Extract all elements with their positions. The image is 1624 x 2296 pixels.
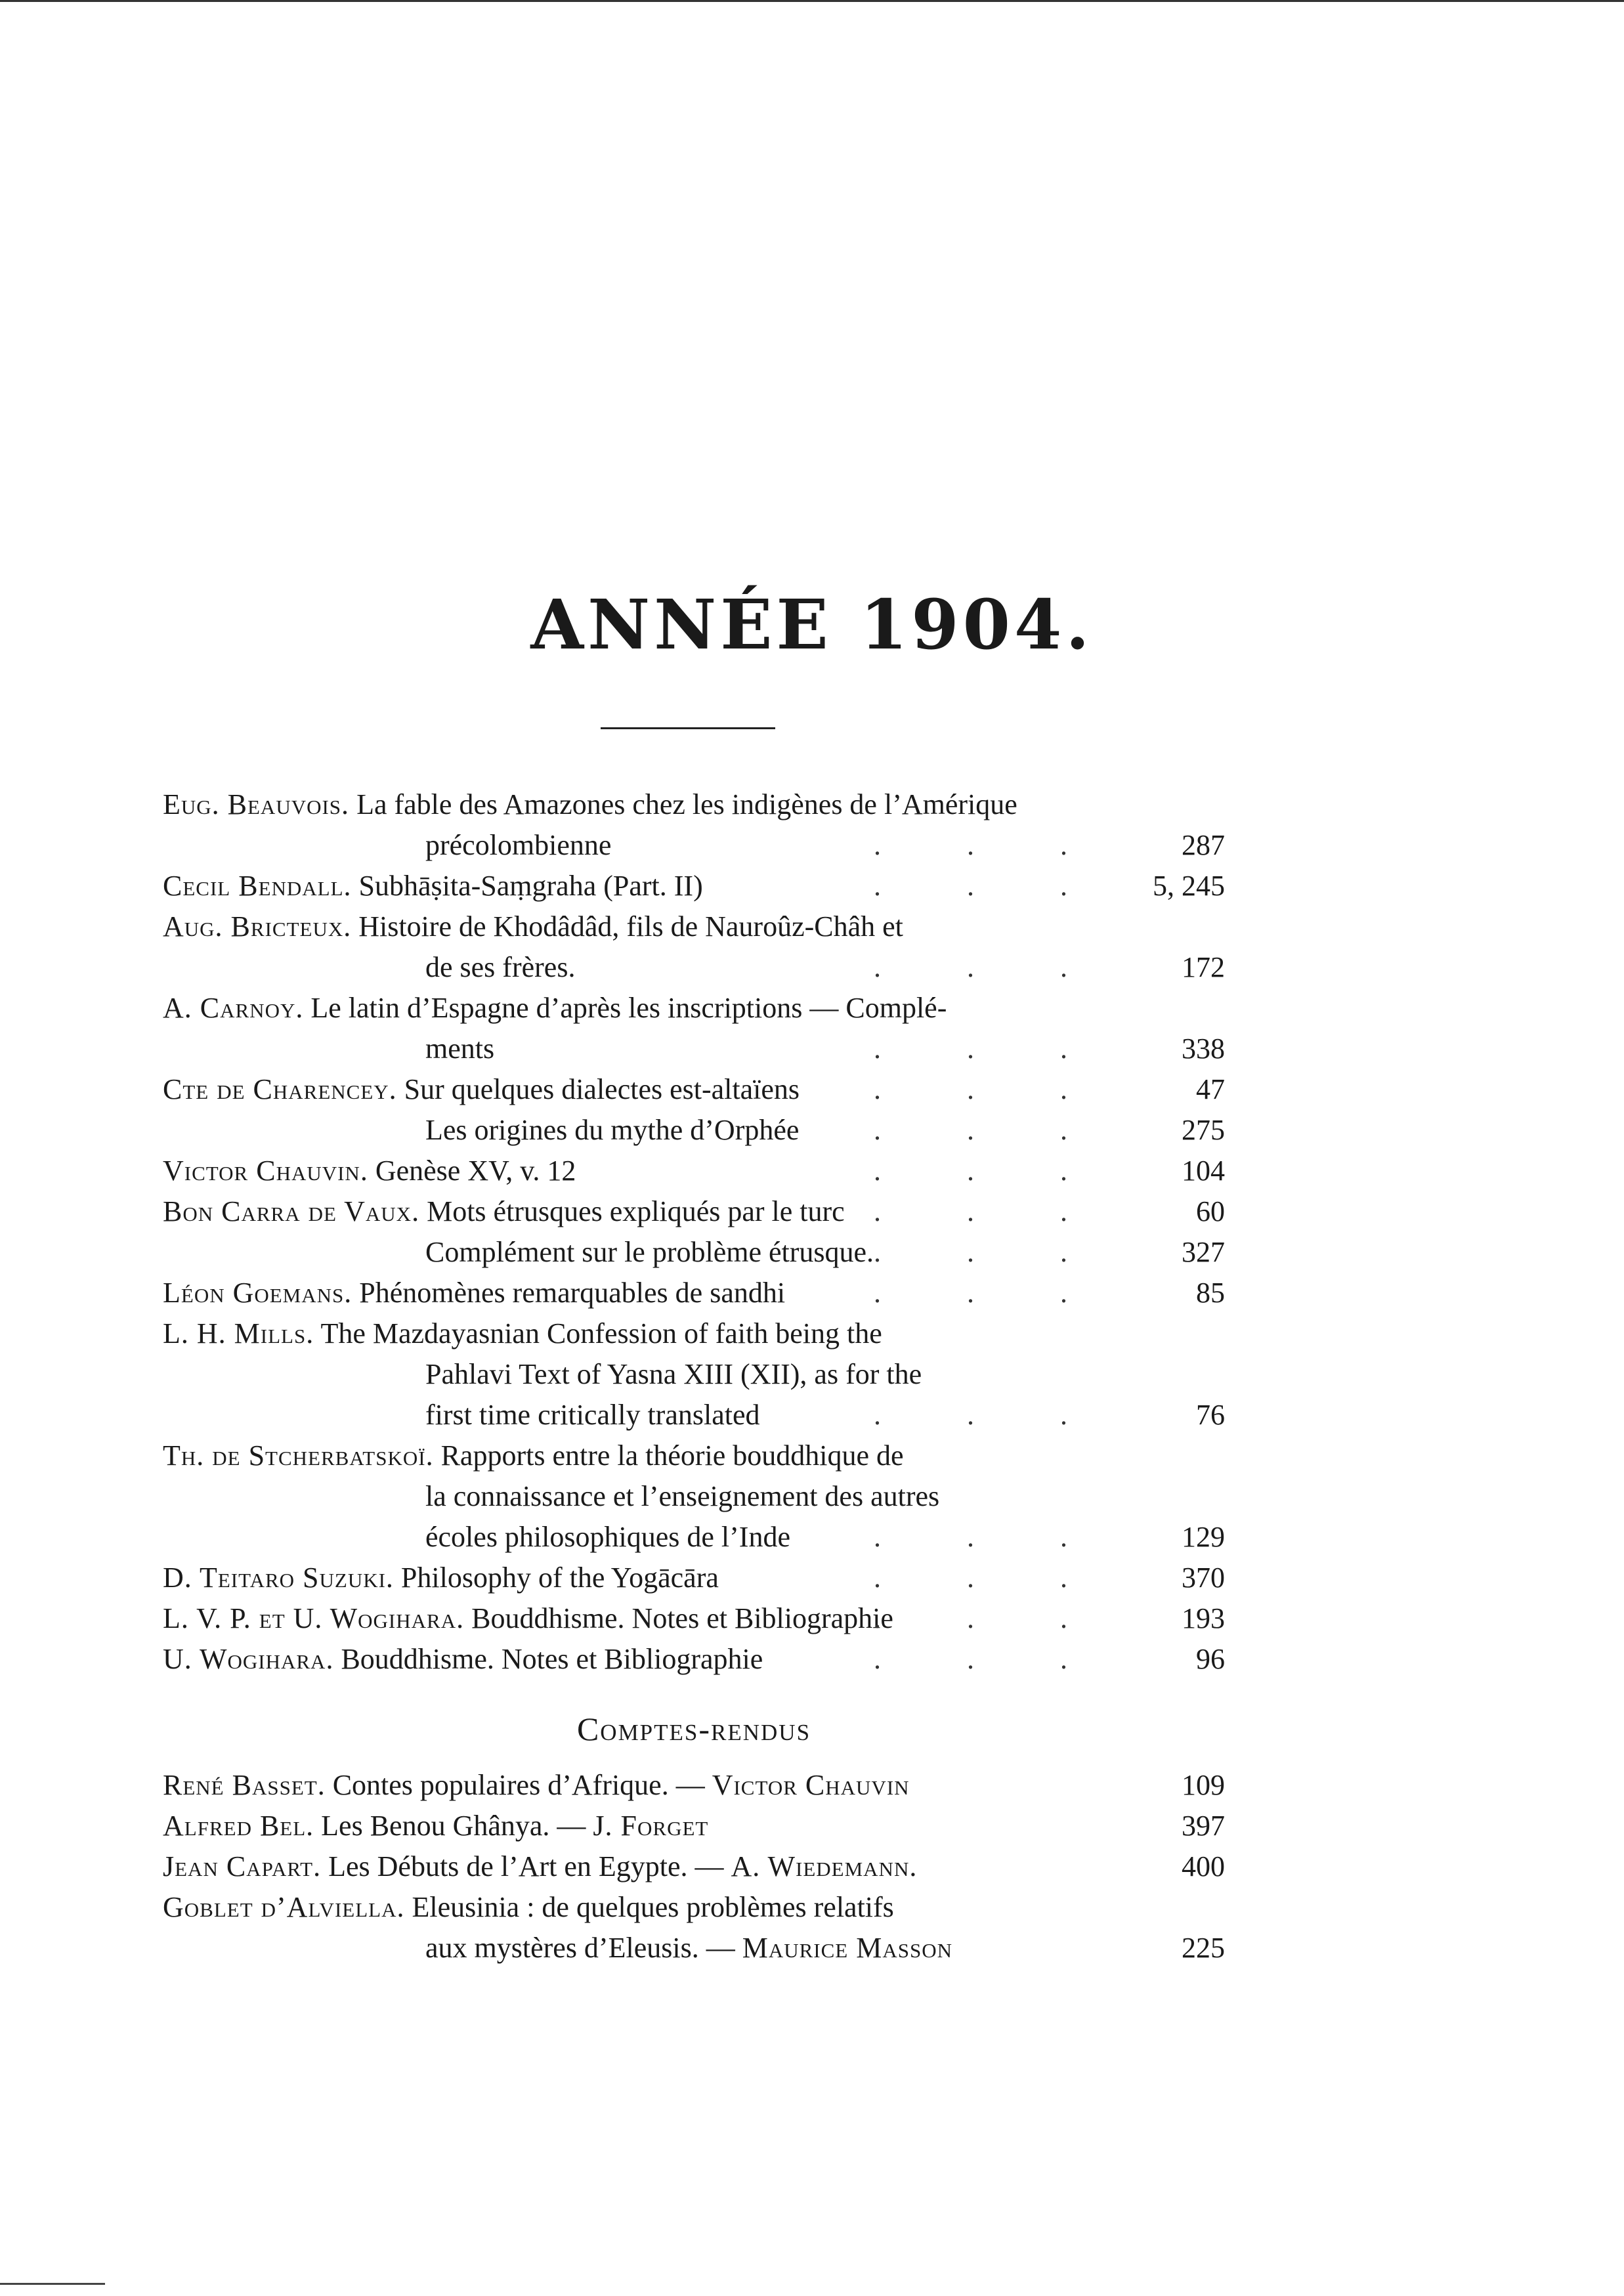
entry-author: Alfred Bel. (163, 1810, 314, 1842)
entry-text (163, 1558, 719, 1598)
entry-page: 338 (1182, 1032, 1225, 1065)
toc-line (163, 1395, 1225, 1435)
entry-text (163, 1598, 893, 1639)
entry-text (163, 1765, 910, 1806)
toc-line (163, 988, 1225, 1029)
entry-author: Aug. Bricteux. (163, 910, 352, 943)
entry-author: Léon Goemans. (163, 1277, 353, 1309)
leader-dots: . . . (874, 1114, 1107, 1146)
entry-reviewer: A. Wiedemann. (731, 1850, 918, 1882)
entry-text (163, 1273, 785, 1313)
entry-page: 397 (1182, 1810, 1225, 1842)
toc-line (163, 1558, 1225, 1598)
entry-page: 5, 245 (1153, 870, 1225, 902)
leader-dots: . . . (874, 1602, 1107, 1634)
entry-author: L. V. P. et U. Wogihara. (163, 1602, 465, 1634)
entry-text (425, 1354, 922, 1395)
toc-line (163, 1928, 1225, 1968)
bottom-margin-rule (0, 2283, 105, 2285)
entry-reviewer: J. Forget (593, 1810, 709, 1842)
entry-author: Cte de Charencey. (163, 1073, 397, 1105)
toc-line (163, 1029, 1225, 1069)
leader-dots: . . . (874, 1155, 1107, 1187)
toc-line (163, 947, 1225, 988)
toc-line (163, 1110, 1225, 1151)
toc-line (163, 1069, 1225, 1110)
toc-line (163, 1765, 1225, 1806)
toc-line (163, 1151, 1225, 1191)
entry-text (425, 1517, 790, 1558)
toc-line (163, 1191, 1225, 1232)
title-divider (601, 727, 775, 729)
entry-text (163, 1435, 904, 1476)
entry-title: Les origines du mythe d’Orphée (425, 1114, 800, 1146)
entry-text (163, 1639, 763, 1680)
entry-page: 225 (1182, 1932, 1225, 1964)
toc-line (163, 1639, 1225, 1680)
entry-page: 172 (1182, 951, 1225, 983)
entry-text (163, 988, 947, 1029)
entry-author: René Basset. (163, 1769, 326, 1801)
toc-line (163, 1517, 1225, 1558)
entry-page: 287 (1182, 829, 1225, 861)
entry-author: Bon Carra de Vaux. (163, 1195, 420, 1227)
toc-line (163, 784, 1225, 825)
entry-text (425, 1029, 494, 1069)
entry-text (163, 1846, 917, 1887)
entry-author: Eug. Beauvois. (163, 788, 350, 820)
entry-text (163, 1313, 882, 1354)
entry-page: 109 (1182, 1769, 1225, 1801)
entry-text (163, 784, 1017, 825)
entry-title: Philosophy of the Yogācāra (400, 1562, 719, 1594)
entry-reviewer: Maurice Masson (742, 1932, 952, 1964)
entry-title: Les Débuts de l’Art en Egypte. — (328, 1850, 724, 1882)
entry-title: Bouddhisme. Notes et Bibliographie (471, 1602, 893, 1634)
entry-title: écoles philosophiques de l’Inde (425, 1521, 790, 1553)
entry-author: U. Wogihara. (163, 1643, 334, 1675)
entry-title: précolombienne (425, 829, 612, 861)
entry-page: 85 (1196, 1277, 1225, 1309)
entry-title: Mots étrusques expliqués par le turc (427, 1195, 845, 1227)
leader-dots: . . . (874, 1277, 1107, 1309)
entry-text (163, 866, 703, 906)
entry-text (425, 947, 575, 988)
entry-title: Eleusinia : de quelques problèmes relatifs (412, 1891, 894, 1923)
leader-dots: . . . (874, 1236, 1107, 1268)
leader-dots: . . . (874, 1521, 1107, 1553)
entry-text (163, 906, 903, 947)
entry-text (425, 1395, 759, 1435)
entry-page: 47 (1196, 1073, 1225, 1105)
leader-dots: . . . (874, 1399, 1107, 1431)
entry-text (425, 1110, 799, 1151)
entry-title: Complément sur le problème étrusque. (425, 1236, 874, 1268)
entry-page: 275 (1182, 1114, 1225, 1146)
toc-line (163, 1846, 1225, 1887)
toc-line (163, 1476, 1225, 1517)
entry-page: 193 (1182, 1602, 1225, 1634)
entry-page: 104 (1182, 1155, 1225, 1187)
toc-line (163, 1313, 1225, 1354)
entry-title: Rapports entre la théorie bouddhique de (440, 1439, 904, 1472)
entry-title: Pahlavi Text of Yasna XIII (XII), as for the (425, 1358, 922, 1390)
entry-page: 327 (1182, 1236, 1225, 1268)
entry-page: 60 (1196, 1195, 1225, 1227)
entry-text (425, 1232, 874, 1273)
toc-line (163, 1806, 1225, 1846)
entry-page: 76 (1196, 1399, 1225, 1431)
toc-line (163, 1273, 1225, 1313)
entry-title: Genèse XV, v. 12 (375, 1155, 576, 1187)
entry-text (425, 1928, 952, 1968)
entry-page: 400 (1182, 1850, 1225, 1882)
entry-author: Goblet d’Alviella. (163, 1891, 405, 1923)
leader-dots: . . . (874, 951, 1107, 983)
leader-dots: . . . (874, 1562, 1107, 1594)
entry-text (163, 1069, 800, 1110)
entry-title: aux mystères d’Eleusis. — (425, 1932, 735, 1964)
entry-page: 129 (1182, 1521, 1225, 1553)
toc-line (163, 1354, 1225, 1395)
entry-text (163, 1191, 845, 1232)
entry-author: D. Teitaro Suzuki. (163, 1562, 394, 1594)
entry-title: de ses frères. (425, 951, 576, 983)
entry-author: Jean Capart. (163, 1850, 322, 1882)
entry-page: 370 (1182, 1562, 1225, 1594)
entry-author: Th. de Stcherbatskoï. (163, 1439, 434, 1472)
top-border-rule (0, 0, 1624, 2)
entry-title: The Mazdayasnian Confession of faith being the (320, 1317, 882, 1350)
entry-title: Histoire de Khodâdâd, fils de Nauroûz-Châh et (358, 910, 903, 943)
entry-text (163, 1151, 576, 1191)
entry-text (163, 1887, 894, 1928)
entry-title: first time critically translated (425, 1399, 760, 1431)
entry-title: Le latin d’Espagne d’après les inscriptions — Complé- (310, 992, 947, 1024)
entry-title: la connaissance et l’enseignement des autres (425, 1480, 940, 1512)
entry-author: Cecil Bendall. (163, 870, 352, 902)
toc-line (163, 1435, 1225, 1476)
entry-reviewer: Victor Chauvin (712, 1769, 910, 1801)
toc-line (163, 825, 1225, 866)
entry-title: Subhāṣita-Saṃgraha (Part. II) (358, 870, 703, 902)
entry-text (425, 1476, 939, 1517)
table-of-contents (163, 784, 1225, 1968)
entry-title: La fable des Amazones chez les indigènes de l’Amérique (356, 788, 1017, 820)
entry-author: L. H. Mills. (163, 1317, 314, 1350)
toc-line (163, 866, 1225, 906)
toc-line (163, 1232, 1225, 1273)
entry-author: A. Carnoy. (163, 992, 304, 1024)
toc-line (163, 1887, 1225, 1928)
entry-title: Les Benou Ghânya. — (321, 1810, 586, 1842)
toc-line (163, 1598, 1225, 1639)
leader-dots: . . . (874, 1195, 1107, 1227)
entry-title: ments (425, 1032, 495, 1065)
entry-title: Contes populaires d’Afrique. — (332, 1769, 705, 1801)
entry-title: Phénomènes remarquables de sandhi (359, 1277, 786, 1309)
toc-line (163, 906, 1225, 947)
leader-dots: . . . (874, 1643, 1107, 1675)
section-heading: Comptes-rendus (576, 1711, 811, 1747)
entry-author: Victor Chauvin. (163, 1155, 368, 1187)
leader-dots: . . . (874, 1073, 1107, 1105)
page-title: ANNÉE 1904. (530, 584, 1094, 665)
entry-title: Bouddhisme. Notes et Bibliographie (341, 1643, 763, 1675)
leader-dots: . . . (874, 829, 1107, 861)
entry-page: 96 (1196, 1643, 1225, 1675)
entry-text (425, 825, 611, 866)
leader-dots: . . . (874, 1032, 1107, 1065)
entry-title: Sur quelques dialectes est-altaïens (404, 1073, 800, 1105)
entry-text (163, 1806, 708, 1846)
leader-dots: . . . (874, 870, 1107, 902)
